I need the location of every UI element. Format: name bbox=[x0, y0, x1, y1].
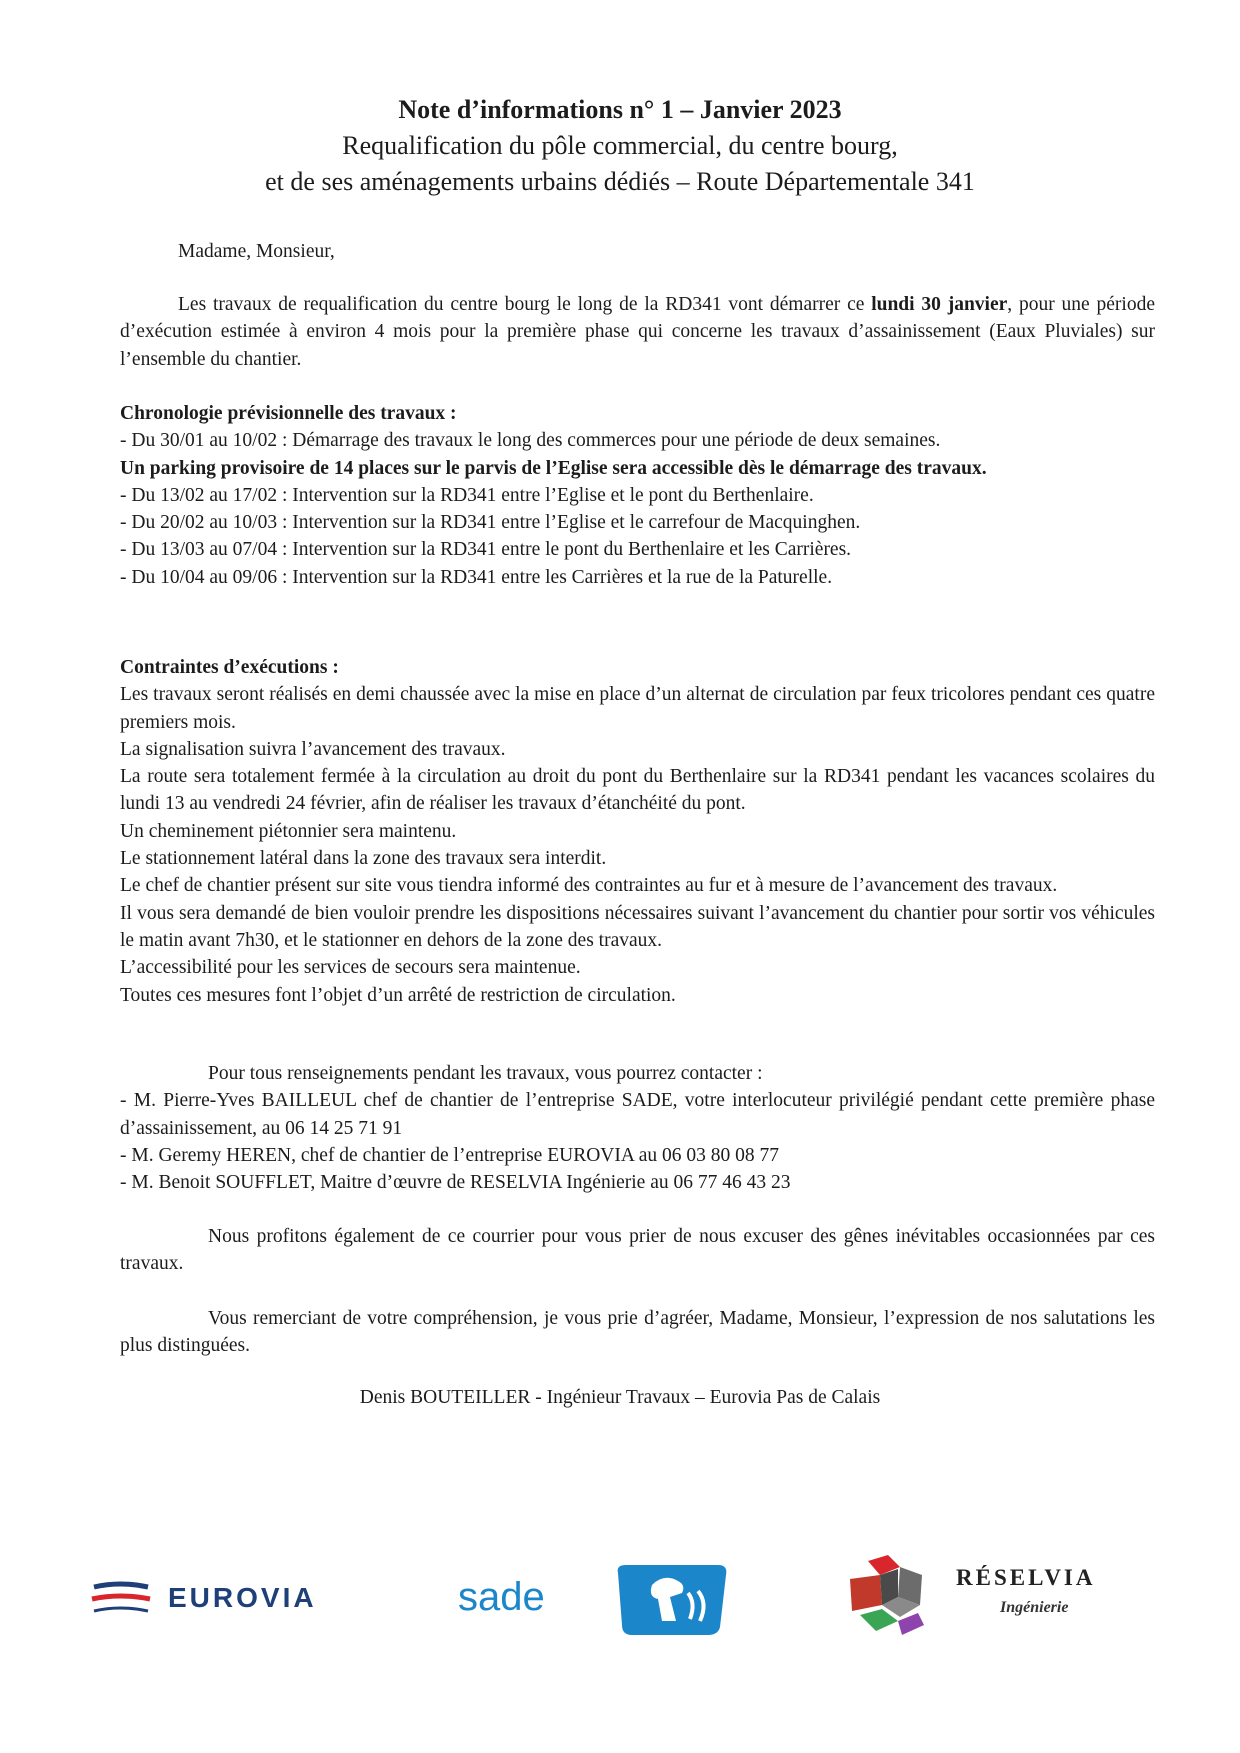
reselvia-wordmark: RÉSELVIA bbox=[956, 1565, 1096, 1590]
apology-paragraph bbox=[120, 1223, 1155, 1278]
eurovia-logo bbox=[90, 1577, 370, 1621]
eurovia-swoosh-icon bbox=[90, 1579, 152, 1619]
logo-bar bbox=[0, 1545, 1240, 1655]
constraint-line: Un cheminement piétonnier sera maintenu. bbox=[120, 820, 457, 842]
parking-note: Un parking provisoire de 14 places sur le parvis de l’Eglise sera accessible dès le démarrage des travaux. bbox=[120, 457, 987, 479]
contact-item: - M. Geremy HEREN, chef de chantier de l’entreprise EUROVIA au 06 03 80 08 77 bbox=[120, 1144, 780, 1166]
closing-text: Vous remerciant de votre compréhension, je vous prie d’agréer, Madame, Monsieur, l’expression de nos salutations les plus distinguées. bbox=[120, 1308, 1155, 1357]
contacts-section bbox=[120, 1060, 1155, 1196]
constraint-line: Le chef de chantier présent sur site vous tiendra informé des contraintes au fur et à mesure de l’avancement des travaux. bbox=[120, 875, 1058, 897]
closing-paragraph bbox=[120, 1305, 1155, 1360]
apology-text: Nous profitons également de ce courrier pour vous prier de nous excuser des gênes inévitables occasionnées par ces travaux. bbox=[120, 1226, 1155, 1275]
contacts-intro: Pour tous renseignements pendant les travaux, vous pourrez contacter : bbox=[208, 1063, 763, 1084]
chronology-item: - Du 30/01 au 10/02 : Démarrage des travaux le long des commerces pour une période de deux semaines. bbox=[120, 430, 941, 452]
constraint-line: Les travaux seront réalisés en demi chaussée avec la mise en place d’un alternat de circulation par feux tricolores pendant ces quatre premiers mois. bbox=[120, 684, 1155, 733]
reselvia-cube-icon bbox=[840, 1553, 936, 1637]
chronology-section bbox=[120, 400, 1155, 591]
reselvia-logo bbox=[840, 1553, 1140, 1649]
sade-emblem-icon bbox=[612, 1563, 732, 1637]
constraint-line: L’accessibilité pour les services de secours sera maintenue. bbox=[120, 957, 581, 979]
contact-item: - M. Benoit SOUFFLET, Maitre d’œuvre de RESELVIA Ingénierie au 06 77 46 43 23 bbox=[120, 1172, 791, 1194]
constraints-heading: Contraintes d’exécutions : bbox=[120, 657, 339, 678]
document-title: Note d’informations n° 1 – Janvier 2023 bbox=[398, 95, 842, 124]
sade-logo bbox=[458, 1563, 738, 1643]
reselvia-tagline: Ingénierie bbox=[1000, 1599, 1069, 1616]
constraint-line: Le stationnement latéral dans la zone des travaux sera interdit. bbox=[120, 848, 607, 870]
salutation: Madame, Monsieur, bbox=[178, 241, 335, 262]
sade-wordmark: sade bbox=[458, 1575, 545, 1619]
signature: Denis BOUTEILLER - Ingénieur Travaux – Eurovia Pas de Calais bbox=[359, 1387, 881, 1408]
salutation-block bbox=[120, 238, 1155, 265]
document-subtitle-line2: et de ses aménagements urbains dédiés – Route Départementale 341 bbox=[265, 167, 975, 196]
contact-item: - M. Pierre-Yves BAILLEUL chef de chantier de l’entreprise SADE, votre interlocuteur privilégié pendant cette première phase d’assainissement, au 06 14 25 71 91 bbox=[120, 1090, 1155, 1139]
constraint-line: Toutes ces mesures font l’objet d’un arrêté de restriction de circulation. bbox=[120, 984, 676, 1006]
chronology-item: - Du 20/02 au 10/03 : Intervention sur la RD341 entre l’Eglise et le carrefour de Macquinghen. bbox=[120, 512, 861, 534]
document-subtitle-line1: Requalification du pôle commercial, du centre bourg, bbox=[342, 131, 898, 160]
constraints-section bbox=[120, 654, 1155, 1009]
chronology-item: - Du 13/03 au 07/04 : Intervention sur la RD341 entre le pont du Berthenlaire et les Carrières. bbox=[120, 539, 852, 561]
constraint-line: La signalisation suivra l’avancement des travaux. bbox=[120, 738, 506, 760]
chronology-heading: Chronologie prévisionnelle des travaux : bbox=[120, 403, 457, 424]
eurovia-wordmark: EUROVIA bbox=[168, 1582, 317, 1613]
intro-paragraph bbox=[120, 291, 1155, 373]
constraint-line: La route sera totalement fermée à la circulation au droit du pont du Berthenlaire sur la RD341 pendant les vacances scolaires du lundi 13 au vendredi 24 février, afin de réaliser les travaux d’étanchéité du pont. bbox=[120, 766, 1155, 815]
intro-text-1: Les travaux de requalification du centre bourg le long de la RD341 vont démarrer ce bbox=[178, 294, 872, 315]
constraint-line: Il vous sera demandé de bien vouloir prendre les dispositions nécessaires suivant l’avancement du chantier pour sortir vos véhicules le matin avant 7h30, et le stationner en dehors de la zone des travaux. bbox=[120, 902, 1155, 951]
intro-text-2: , pour une période d’exécution estimée à environ 4 mois pour la première phase qui concerne les travaux d’assainissement (Eaux Pluviales) sur l’ensemble du chantier. bbox=[120, 294, 1155, 370]
intro-start-date: lundi 30 janvier bbox=[871, 294, 1008, 315]
document-header bbox=[0, 92, 1240, 200]
chronology-item: - Du 13/02 au 17/02 : Intervention sur la RD341 entre l’Eglise et le pont du Berthenlaire. bbox=[120, 484, 814, 506]
chronology-item: - Du 10/04 au 09/06 : Intervention sur la RD341 entre les Carrières et la rue de la Paturelle. bbox=[120, 566, 833, 588]
